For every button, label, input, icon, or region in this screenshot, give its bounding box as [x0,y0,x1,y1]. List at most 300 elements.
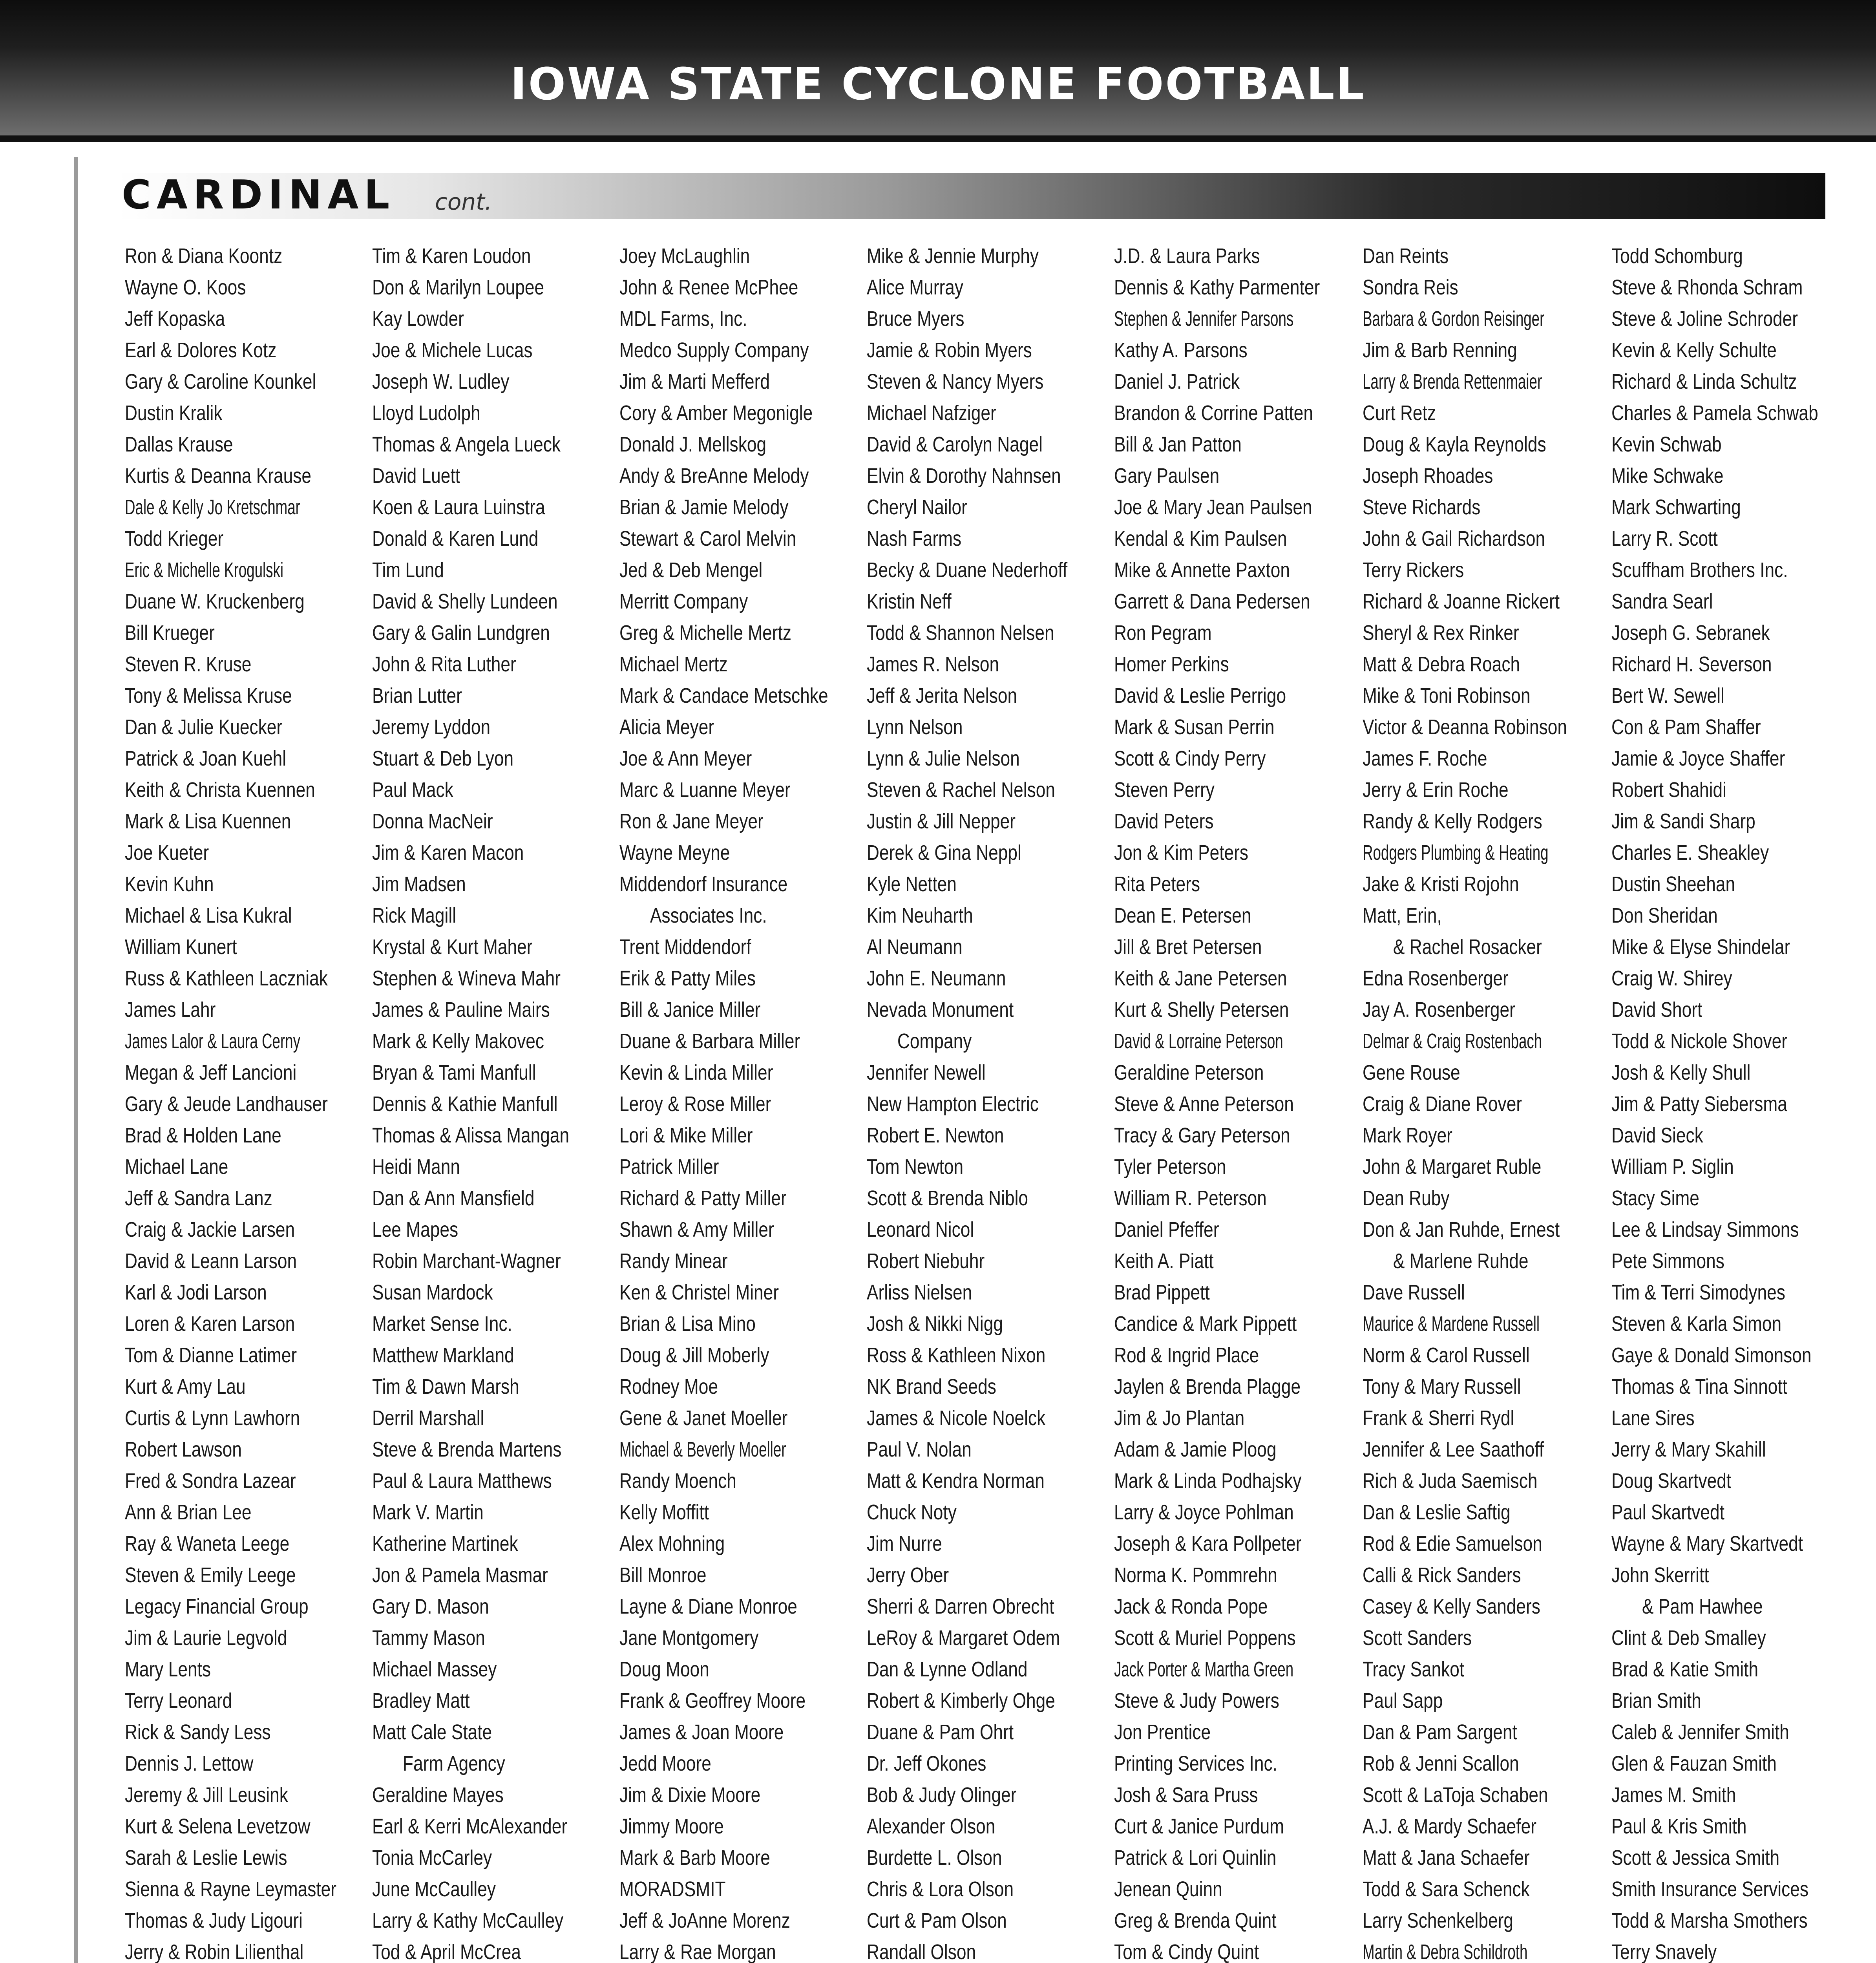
donor-name: Derril Marshall [372,1406,484,1430]
donor-name: Ron & Diana Koontz [125,244,283,268]
donor-name: Steven Perry [1114,778,1215,802]
donor-name: Casey & Kelly Sanders [1363,1595,1540,1618]
donor-name: LeRoy & Margaret Odem [867,1626,1060,1650]
donor-name: John & Gail Richardson [1363,527,1545,550]
donor-name: Jim & Dixie Moore [619,1783,761,1807]
donor-name: Tammy Mason [372,1626,485,1650]
donor-name: Charles & Pamela Schwab [1611,401,1818,425]
donor-name: Richard & Joanne Rickert [1363,590,1560,613]
donor-name: Kurt & Amy Lau [125,1375,246,1398]
donor-name: Randy Minear [619,1249,728,1273]
donor-name: Tony & Melissa Kruse [125,684,292,707]
donor-name: Lee Mapes [372,1218,458,1241]
donor-name: Brad & Holden Lane [125,1124,281,1147]
donor-name: Brian & Lisa Mino [619,1312,756,1336]
donor-name: Greg & Brenda Quint [1114,1909,1277,1932]
donor-name: Mike & Toni Robinson [1363,684,1531,707]
donor-name: Kurtis & Deanna Krause [125,464,312,488]
donor-name: Tom Newton [867,1155,964,1179]
donor-name: Tracy & Gary Peterson [1114,1124,1290,1147]
donor-name: Chuck Noty [867,1501,957,1524]
donor-name: Jack & Ronda Pope [1114,1595,1268,1618]
donor-name: James & Pauline Mairs [372,998,550,1022]
donor-name: Trent Middendorf [619,935,751,959]
donor-name: Cheryl Nailor [867,495,967,519]
donor-name: Dennis & Kathie Manfull [372,1092,558,1116]
donor-name: Derek & Gina Neppl [867,841,1021,865]
donor-name: Candice & Mark Pippett [1114,1312,1297,1336]
donor-name: Kristin Neff [867,590,952,613]
donor-name: Donald J. Mellskog [619,433,767,456]
donor-name: Terry Rickers [1363,558,1464,582]
donor-name: Eric & Michelle Krogulski [125,558,284,582]
donor-name: Matt & Jana Schaefer [1363,1846,1530,1870]
donor-name: Stewart & Carol Melvin [619,527,796,550]
donor-name: Gary Paulsen [1114,464,1220,488]
donor-name: Rich & Juda Saemisch [1363,1469,1538,1493]
donor-name: Jeff & Sandra Lanz [125,1186,272,1210]
donor-name: Jim & Karen Macon [372,841,524,865]
donor-name: Nevada Monument [867,998,1014,1022]
donor-name: Jack Porter & Martha Green [1114,1658,1294,1681]
donor-name: Greg & Michelle Mertz [619,621,792,645]
donor-name: Jim & Jo Plantan [1114,1406,1245,1430]
donor-name: Josh & Sara Pruss [1114,1783,1258,1807]
donor-column-1 [125,240,370,1963]
donor-name: Scott & Muriel Poppens [1114,1626,1296,1650]
donor-name: Paul Sapp [1363,1689,1443,1713]
donor-name: Bruce Myers [867,307,964,331]
donor-name: Mark & Lisa Kuennen [125,810,291,833]
donor-name: Fred & Sondra Lazear [125,1469,296,1493]
donor-name: Gene & Janet Moeller [619,1406,788,1430]
donor-name: Terry Snavely [1611,1940,1717,1963]
donor-name: Burdette L. Olson [867,1846,1002,1870]
donor-name: David & Carolyn Nagel [867,433,1043,456]
donor-name: Merritt Company [619,590,748,613]
donor-name: Scott & LaToja Schaben [1363,1783,1548,1807]
donor-name: Megan & Jeff Lancioni [125,1061,297,1084]
donor-name: Matt & Debra Roach [1363,653,1520,676]
donor-name: Con & Pam Shaffer [1611,715,1761,739]
donor-name: Kyle Netten [867,872,957,896]
donor-name: Thomas & Alissa Mangan [372,1124,570,1147]
donor-name: Steven & Nancy Myers [867,370,1044,393]
donor-name: Bert W. Sewell [1611,684,1724,707]
donor-name: Dean Ruby [1363,1186,1450,1210]
donor-name: Farm Agency [402,1752,505,1775]
donor-name: Craig W. Shirey [1611,967,1732,990]
donor-name: Curt & Janice Purdum [1114,1815,1284,1838]
donor-name: Brian Smith [1611,1689,1701,1713]
donor-name: Tom & Cindy Quint [1114,1940,1259,1963]
donor-name: Tony & Mary Russell [1363,1375,1521,1398]
donor-name: James M. Smith [1611,1783,1736,1807]
donor-name: Frank & Sherri Rydl [1363,1406,1514,1430]
donor-name: Maurice & Mardene Russell [1363,1312,1540,1336]
donor-name: Mark & Linda Podhajsky [1114,1469,1302,1493]
donor-name: Arliss Nielsen [867,1281,972,1304]
donor-name: Dean E. Petersen [1114,904,1251,927]
donor-name: Larry Schenkelberg [1363,1909,1513,1932]
donor-name: Sherri & Darren Obrecht [867,1595,1054,1618]
donor-name: David & Shelly Lundeen [372,590,558,613]
donor-name: Jane Montgomery [619,1626,759,1650]
donor-name: Jay A. Rosenberger [1363,998,1515,1022]
donor-name: Jerry & Mary Skahill [1611,1438,1766,1461]
donor-name: Paul Skartvedt [1611,1501,1724,1524]
donor-name: Kevin & Kelly Schulte [1611,338,1777,362]
donor-name: Josh & Kelly Shull [1611,1061,1751,1084]
donor-name: Keith A. Piatt [1114,1249,1214,1273]
donor-name: Donna MacNeir [372,810,493,833]
donor-name: Joseph W. Ludley [372,370,510,393]
donor-name: Robert Shahidi [1611,778,1726,802]
donor-name: Kelly Moffitt [619,1501,709,1524]
donor-name: Tom & Dianne Latimer [125,1343,297,1367]
donor-name: Stuart & Deb Lyon [372,747,514,770]
donor-name: Rod & Edie Samuelson [1363,1532,1542,1555]
donor-name: Jon & Kim Peters [1114,841,1249,865]
donor-name: Rob & Jenni Scallon [1363,1752,1519,1775]
donor-name: Jeff & Jerita Nelson [867,684,1017,707]
donor-name: Ron Pegram [1114,621,1212,645]
donor-name: Mike & Annette Paxton [1114,558,1290,582]
donor-name: Dale & Kelly Jo Kretschmar [125,495,300,519]
donor-name: NK Brand Seeds [867,1375,996,1398]
donor-name: Joseph Rhoades [1363,464,1493,488]
donor-name: Kim Neuharth [867,904,973,927]
donor-name: Lee & Lindsay Simmons [1611,1218,1799,1241]
donor-name: Paul & Laura Matthews [372,1469,552,1493]
donor-name: Todd Schomburg [1611,244,1743,268]
donor-name: Matt Cale State [372,1720,492,1744]
donor-name: Homer Perkins [1114,653,1229,676]
donor-name: Katherine Martinek [372,1532,518,1555]
donor-name: Alicia Meyer [619,715,714,739]
donor-name: Jeremy & Jill Leusink [125,1783,288,1807]
donor-name: Jennifer Newell [867,1061,986,1084]
donor-name: Joseph G. Sebranek [1611,621,1770,645]
donor-name: Daniel J. Patrick [1114,370,1240,393]
donor-name: Loren & Karen Larson [125,1312,295,1336]
donor-column-4 [867,240,1112,1963]
donor-name: Mark & Barb Moore [619,1846,770,1870]
donor-name: Todd & Shannon Nelsen [867,621,1054,645]
donor-name: MDL Farms, Inc. [619,307,747,331]
donor-name: Gary D. Mason [372,1595,489,1618]
donor-name: Jon & Pamela Masmar [372,1563,548,1587]
donor-name: Larry & Joyce Pohlman [1114,1501,1294,1524]
donor-name: Ross & Kathleen Nixon [867,1343,1046,1367]
donor-name: Clint & Deb Smalley [1611,1626,1766,1650]
donor-name: Bradley Matt [372,1689,470,1713]
donor-name: Lori & Mike Miller [619,1124,753,1147]
donor-name: Pete Simmons [1611,1249,1724,1273]
donor-name: Chris & Lora Olson [867,1877,1014,1901]
section-title: CARDINAL [122,172,395,218]
donor-name: Norma K. Pommrehn [1114,1563,1277,1587]
donor-name: Mark & Susan Perrin [1114,715,1275,739]
donor-name: Steve & Judy Powers [1114,1689,1279,1713]
donor-name: June McCaulley [372,1877,496,1901]
donor-name: Scott & Cindy Perry [1114,747,1266,770]
donor-name: Jerry & Robin Lilienthal [125,1940,304,1963]
donor-name: Kurt & Selena Levetzow [125,1815,311,1838]
donor-name: Steve & Rhonda Schram [1611,276,1803,299]
donor-name: Dr. Jeff Okones [867,1752,986,1775]
donor-name: Richard H. Severson [1611,653,1772,676]
donor-name: Bill & Jan Patton [1114,433,1242,456]
donor-name: Rodgers Plumbing & Heating [1363,841,1549,865]
donor-name: Heidi Mann [372,1155,460,1179]
left-margin-rule [74,157,78,1963]
donor-name: Matt & Kendra Norman [867,1469,1045,1493]
donor-name: Jim & Patty Siebersma [1611,1092,1787,1116]
donor-name: Paul Mack [372,778,453,802]
donor-name: Leroy & Rose Miller [619,1092,771,1116]
donor-name: Brandon & Corrine Patten [1114,401,1313,425]
donor-column-6 [1363,240,1608,1963]
donor-name: Jerry & Erin Roche [1363,778,1509,802]
donor-name: Krystal & Kurt Maher [372,935,533,959]
donor-name: Jed & Deb Mengel [619,558,763,582]
donor-name: Scott Sanders [1363,1626,1472,1650]
donor-name: Gaye & Donald Simonson [1611,1343,1812,1367]
donor-name: William P. Siglin [1611,1155,1734,1179]
donor-name: Keith & Jane Petersen [1114,967,1287,990]
donor-name: Sandra Searl [1611,590,1713,613]
donor-name: Tonia McCarley [372,1846,492,1870]
donor-name: Earl & Kerri McAlexander [372,1815,568,1838]
donor-name: Bill Krueger [125,621,215,645]
donor-name: Layne & Diane Monroe [619,1595,797,1618]
donor-name: Dallas Krause [125,433,233,456]
donor-name: Company [897,1029,972,1053]
donor-name: Dan & Julie Kuecker [125,715,283,739]
donor-name: Scott & Brenda Niblo [867,1186,1028,1210]
donor-name: Thomas & Angela Lueck [372,433,561,456]
donor-name: Bill & Janice Miller [619,998,761,1022]
donor-name: Lynn Nelson [867,715,963,739]
donor-name: Legacy Financial Group [125,1595,309,1618]
donor-name: Dennis J. Lettow [125,1752,254,1775]
donor-name: Joe & Michele Lucas [372,338,533,362]
donor-name: Gene Rouse [1363,1061,1460,1084]
donor-name: Randy & Kelly Rodgers [1363,810,1542,833]
donor-name: Stephen & Jennifer Parsons [1114,307,1294,331]
donor-name: Duane & Barbara Miller [619,1029,800,1053]
donor-name: Sienna & Rayne Leymaster [125,1877,337,1901]
donor-name: Calli & Rick Sanders [1363,1563,1521,1587]
donor-name: Frank & Geoffrey Moore [619,1689,806,1713]
donor-name: Kevin & Linda Miller [619,1061,773,1084]
donor-column-3 [619,240,865,1963]
donor-name: Doug & Jill Moberly [619,1343,769,1367]
donor-name: Mark & Candace Metschke [619,684,828,707]
donor-name: Sondra Reis [1363,276,1458,299]
donor-name: Lloyd Ludolph [372,401,480,425]
donor-name: James F. Roche [1363,747,1487,770]
donor-name: Tyler Peterson [1114,1155,1226,1179]
donor-name: Richard & Linda Schultz [1611,370,1797,393]
donor-name: Robert E. Newton [867,1124,1004,1147]
donor-name: Larry & Rae Morgan [619,1940,776,1963]
donor-name: Duane & Pam Ohrt [867,1720,1014,1744]
donor-name: Alex Mohning [619,1532,725,1555]
donor-name: Jim & Barb Renning [1363,338,1517,362]
donor-name: Michael Massey [372,1658,497,1681]
donor-name: Wayne Meyne [619,841,730,865]
donor-name: Jimmy Moore [619,1815,724,1838]
donor-name: Bob & Judy Olinger [867,1783,1017,1807]
donor-name: Robert Lawson [125,1438,242,1461]
donor-name: Craig & Jackie Larsen [125,1218,295,1241]
donor-name: Michael & Lisa Kukral [125,904,292,927]
donor-name: Jamie & Joyce Shaffer [1611,747,1785,770]
donor-name: Sarah & Leslie Lewis [125,1846,287,1870]
donor-name: Doug Moon [619,1658,709,1681]
donor-name: Glen & Fauzan Smith [1611,1752,1777,1775]
donor-name: Bill Monroe [619,1563,707,1587]
donor-name: Donald & Karen Lund [372,527,539,550]
donor-name: Scuffham Brothers Inc. [1611,558,1788,582]
donor-name: Brian & Jamie Melody [619,495,789,519]
donor-name: Mark Royer [1363,1124,1452,1147]
donor-name: Larry R. Scott [1611,527,1718,550]
donor-name: Justin & Jill Nepper [867,810,1016,833]
donor-name: Jaylen & Brenda Plagge [1114,1375,1301,1398]
donor-name: New Hampton Electric [867,1092,1039,1116]
donor-column-7 [1611,240,1857,1963]
donor-name: Tod & April McCrea [372,1940,521,1963]
donor-name: Jenean Quinn [1114,1877,1222,1901]
donor-name: Stephen & Wineva Mahr [372,967,561,990]
donor-name: Steve & Joline Schroder [1611,307,1798,331]
donor-name: Jon Prentice [1114,1720,1211,1744]
donor-name: Al Neumann [867,935,963,959]
donor-name: Jeff Kopaska [125,307,225,331]
donor-name: Ken & Christel Miner [619,1281,779,1304]
donor-name: Geraldine Mayes [372,1783,504,1807]
donor-name: Leonard Nicol [867,1218,974,1241]
donor-name: Jamie & Robin Myers [867,338,1032,362]
donor-name: Victor & Deanna Robinson [1363,715,1567,739]
donor-column-2 [372,240,617,1963]
donor-name: Dan & Leslie Saftig [1363,1501,1511,1524]
donor-name: Tim Lund [372,558,444,582]
donor-name: Todd & Nickole Shover [1611,1029,1787,1053]
donor-name: Dustin Kralik [125,401,223,425]
donor-name: J.D. & Laura Parks [1114,244,1260,268]
donor-name: Mark & Kelly Makovec [372,1029,544,1053]
donor-name: Steven R. Kruse [125,653,252,676]
donor-name: Duane W. Kruckenberg [125,590,305,613]
donor-name: Middendorf Insurance [619,872,788,896]
donor-name: Jeremy Lyddon [372,715,491,739]
donor-name: James & Nicole Noelck [867,1406,1046,1430]
donor-name: Larry & Brenda Rettenmaier [1363,370,1542,393]
donor-name: James Lahr [125,998,216,1022]
donor-name: Associates Inc. [650,904,767,927]
donor-name: Mark V. Martin [372,1501,484,1524]
donor-name: Charles E. Sheakley [1611,841,1769,865]
donor-name: Todd Krieger [125,527,224,550]
donor-name: Martin & Debra Schildroth [1363,1940,1528,1963]
donor-name: David Short [1611,998,1702,1022]
donor-name: Patrick Miller [619,1155,719,1179]
donor-name: Ray & Waneta Leege [125,1532,290,1555]
donor-name: Sheryl & Rex Rinker [1363,621,1519,645]
donor-name: James Lalor & Laura Cerny [125,1029,300,1053]
donor-name: Rita Peters [1114,872,1200,896]
donor-name: Earl & Dolores Kotz [125,338,277,362]
donor-name: Edna Rosenberger [1363,967,1509,990]
donor-name: Printing Services Inc. [1114,1752,1277,1775]
donor-name: Mary Lents [125,1658,211,1681]
donor-name: Matt, Erin, [1363,904,1442,927]
donor-name: Kevin Kuhn [125,872,214,896]
donor-name: Don & Jan Ruhde, Ernest [1363,1218,1560,1241]
donor-name: John & Rita Luther [372,653,516,676]
donor-name: Brian Lutter [372,684,462,707]
donor-name: Michael Mertz [619,653,728,676]
donor-name: Doug Skartvedt [1611,1469,1732,1493]
donor-name: Mike & Elyse Shindelar [1611,935,1790,959]
donor-name: Brad & Katie Smith [1611,1658,1759,1681]
donor-name: Daniel Pfeffer [1114,1218,1219,1241]
donor-name: Nash Farms [867,527,962,550]
section-cont-label: cont. [435,188,492,215]
donor-name: Terry Leonard [125,1689,232,1713]
donor-name: Tim & Terri Simodynes [1611,1281,1785,1304]
donor-column-5 [1114,240,1359,1963]
header-rule [0,135,1876,142]
donor-name: Susan Mardock [372,1281,493,1304]
donor-name: Steven & Rachel Nelson [867,778,1055,802]
donor-name: Dan & Ann Mansfield [372,1186,535,1210]
donor-name: Kay Lowder [372,307,464,331]
donor-name: John E. Neumann [867,967,1006,990]
donor-name: Josh & Nikki Nigg [867,1312,1003,1336]
donor-name: Thomas & Tina Sinnott [1611,1375,1787,1398]
donor-name: Michael Nafziger [867,401,996,425]
donor-name: Joseph & Kara Pollpeter [1114,1532,1302,1555]
donor-name: Gary & Galin Lundgren [372,621,550,645]
donor-name: Robert Niebuhr [867,1249,985,1273]
donor-name: Gary & Caroline Kounkel [125,370,316,393]
donor-name: Rodney Moe [619,1375,718,1398]
donor-name: Dustin Sheehan [1611,872,1735,896]
donor-name: Jill & Bret Petersen [1114,935,1262,959]
donor-name: Jerry Ober [867,1563,949,1587]
donor-name: Joe Kueter [125,841,209,865]
donor-name: Alice Murray [867,276,964,299]
donor-name: Curt & Pam Olson [867,1909,1007,1932]
donor-name: William R. Peterson [1114,1186,1267,1210]
donor-name: Scott & Jessica Smith [1611,1846,1780,1870]
donor-name: Rick & Sandy Less [125,1720,271,1744]
donor-name: Brad Pippett [1114,1281,1210,1304]
donor-name: Jake & Kristi Rojohn [1363,872,1519,896]
donor-name: Russ & Kathleen Laczniak [125,967,328,990]
donor-name: Jim Nurre [867,1532,942,1555]
donor-name: Michael Lane [125,1155,228,1179]
donor-name: John Skerritt [1611,1563,1709,1587]
donor-name: Dan Reints [1363,244,1449,268]
donor-name: Michael & Beverly Moeller [619,1438,786,1461]
donor-name: Shawn & Amy Miller [619,1218,774,1241]
